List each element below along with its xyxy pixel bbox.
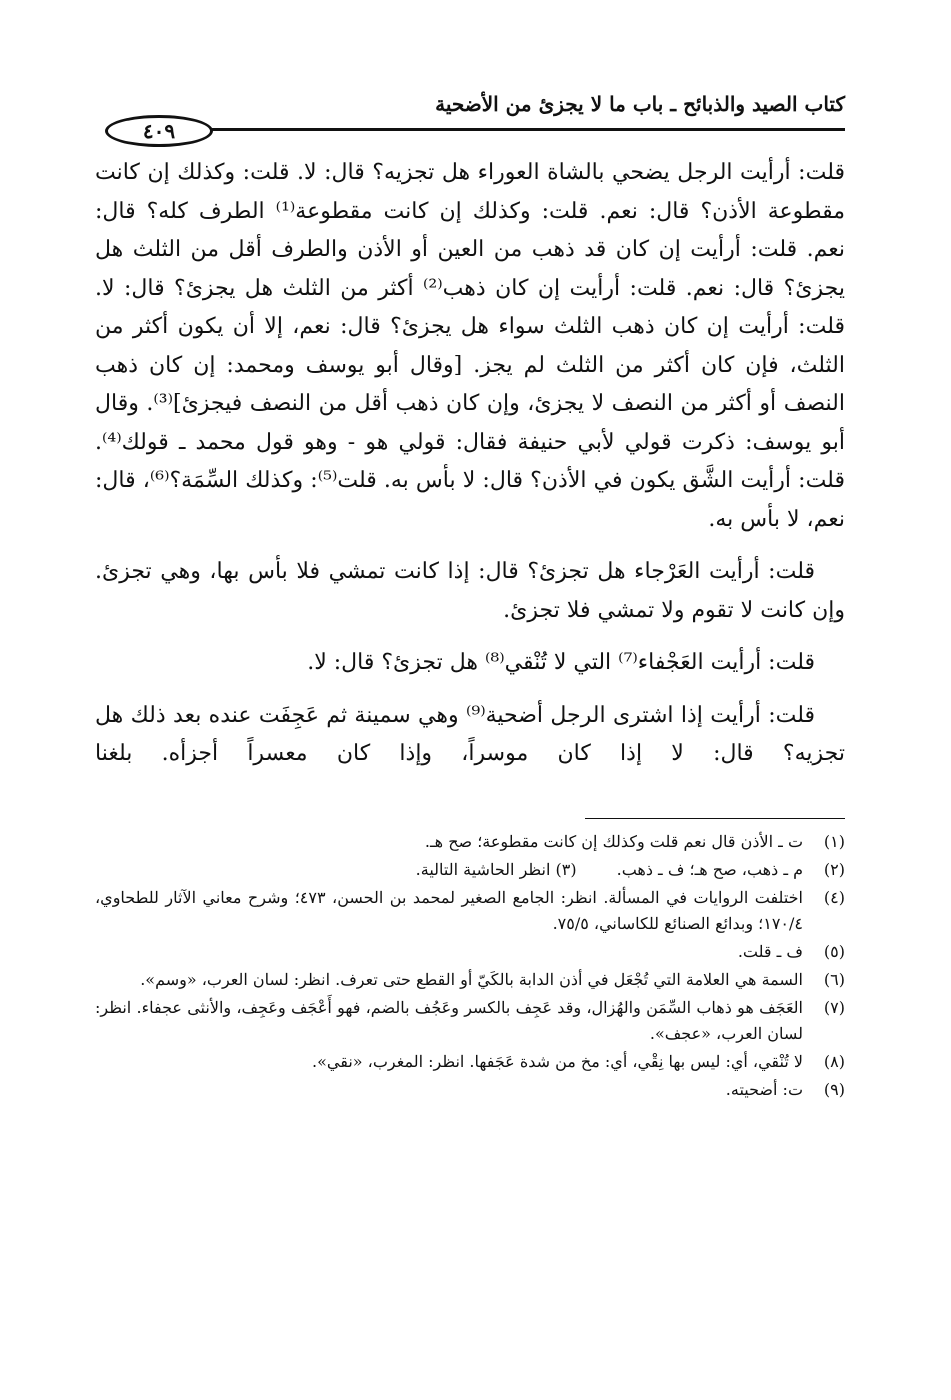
book-page bbox=[95, 92, 845, 1372]
running-title: كتاب الصيد والذبائح ـ باب ما لا يجزئ من الأضحية bbox=[435, 92, 845, 116]
footnote-number: (٩) bbox=[823, 1079, 845, 1099]
footnote-text: العَجَف هو ذهاب السِّمَن والهُزال، وقد عَجِف بالكسر وعَجُف بالضم، فهو أَعْجَف وعَجِف، والأنثى عجفاء. انظر: لسان العرب، «عجف». bbox=[95, 997, 803, 1043]
footnote-text: انظر الحاشية التالية. bbox=[415, 859, 551, 879]
footnote-number: (١) bbox=[823, 831, 845, 851]
footnote bbox=[95, 1077, 845, 1103]
footnote bbox=[95, 1049, 845, 1075]
footnote-text: لا تُنْقي، أي: ليس بها نِقْي، أي: مخ من شدة عَجَفها. انظر: المغرب، «نقي». bbox=[312, 1051, 803, 1071]
footnote-number: (٢) bbox=[823, 859, 845, 879]
footnote-number: (٦) bbox=[823, 969, 845, 989]
footnote bbox=[95, 995, 845, 1047]
footnote-separator bbox=[585, 818, 845, 819]
footnote-number: (٤) bbox=[823, 887, 845, 907]
page-number-badge: ٤٠٩ bbox=[105, 115, 213, 147]
footnote bbox=[95, 967, 845, 993]
footnote-text: م ـ ذهب، صح هـ؛ ف ـ ذهب. bbox=[616, 859, 803, 879]
footnote-number: (٥) bbox=[823, 941, 845, 961]
page-header bbox=[95, 92, 845, 154]
footnotes bbox=[95, 829, 845, 1103]
footnote-text: السمة هي العلامة التي تُجْعَل في أذن الدابة بالكَيّ أو القطع حتى تعرف. انظر: لسان العرب، «وسم». bbox=[140, 969, 803, 989]
paragraph-3: قلت: أرأيت العَجْفاء⁽⁷⁾ التي لا تُنْقي⁽⁸⁾ هل تجزئ؟ قال: لا. bbox=[307, 650, 815, 675]
paragraph-2: قلت: أرأيت العَرْجاء هل تجزئ؟ قال: إذا كانت تمشي فلا بأس بها، وهي تجزئ. وإن كانت لا تقوم ولا تمشي فلا تجزئ. bbox=[95, 559, 845, 623]
footnote bbox=[95, 939, 845, 965]
main-text bbox=[95, 154, 845, 774]
footnote bbox=[95, 857, 845, 883]
header-rule-line bbox=[210, 128, 845, 131]
footnote bbox=[95, 885, 845, 937]
footnote-text: اختلفت الروايات في المسألة. انظر: الجامع الصغير لمحمد بن الحسن، ٤٧٣؛ وشرح معاني الآثار للطحاوي، ١٧٠/٤؛ وبدائع الصنائع للكاساني، ٧٥/٥. bbox=[95, 887, 804, 933]
footnote bbox=[95, 829, 845, 855]
footnote-text-pair bbox=[95, 857, 803, 883]
paragraph-1: قلت: أرأيت الرجل يضحي بالشاة العوراء هل تجزيه؟ قال: لا. قلت: وكذلك إن كانت مقطوعة الأذن؟ قال: نعم. قلت: وكذلك إن كانت مقطوعة⁽¹⁾ الطرف كله؟ قال: نعم. قلت: أرأيت إن كان قد ذهب من العين أو الأذن والطرف أقل من الثلث هل يجزئ؟ قال: نعم. قلت: أرأيت إن كان ذهب⁽²⁾ أكثر من الثلث هل يجزئ؟ قال: لا. قلت: أرأيت إن كان ذهب الثلث سواء هل يجزئ؟ قال: نعم، إلا أن يكون أكثر من الثلث، فإن كان أكثر من الثلث لم يجز. [وقال أبو يوسف ومحمد: إن كان ذهب النصف أو أكثر من النصف لا يجزئ، وإن كان ذهب أقل من النصف فيجزئ]⁽³⁾. وقال أبو يوسف: ذكرت قولي لأبي حنيفة فقال: قولي هو - وهو قول محمد ـ قولك⁽⁴⁾. قلت: أرأيت الشَّق يكون في الأذن؟ قال: لا بأس به. قلت⁽⁵⁾: وكذلك السِّمَة؟⁽⁶⁾، قال: نعم، لا بأس به. bbox=[95, 160, 845, 532]
footnote-number: (٨) bbox=[823, 1051, 845, 1071]
footnote-text: ت ـ الأذن قال نعم قلت وكذلك إن كانت مقطوعة؛ صح هـ. bbox=[424, 831, 803, 851]
footnote-number: (٧) bbox=[823, 997, 845, 1017]
header-rule bbox=[95, 119, 845, 143]
footnote-number: (٣) bbox=[555, 859, 577, 879]
paragraph-4: قلت: أرأيت إذا اشترى الرجل أضحية⁽⁹⁾ وهي سمينة ثم عَجِفَت عنده بعد ذلك هل تجزيه؟ قال: لا إذا كان موسراً، وإذا كان معسراً أجزأه. بلغنا bbox=[95, 702, 845, 766]
footnote-text: ت: أضحيته. bbox=[725, 1079, 803, 1099]
footnote-text: ف ـ قلت. bbox=[737, 941, 803, 961]
